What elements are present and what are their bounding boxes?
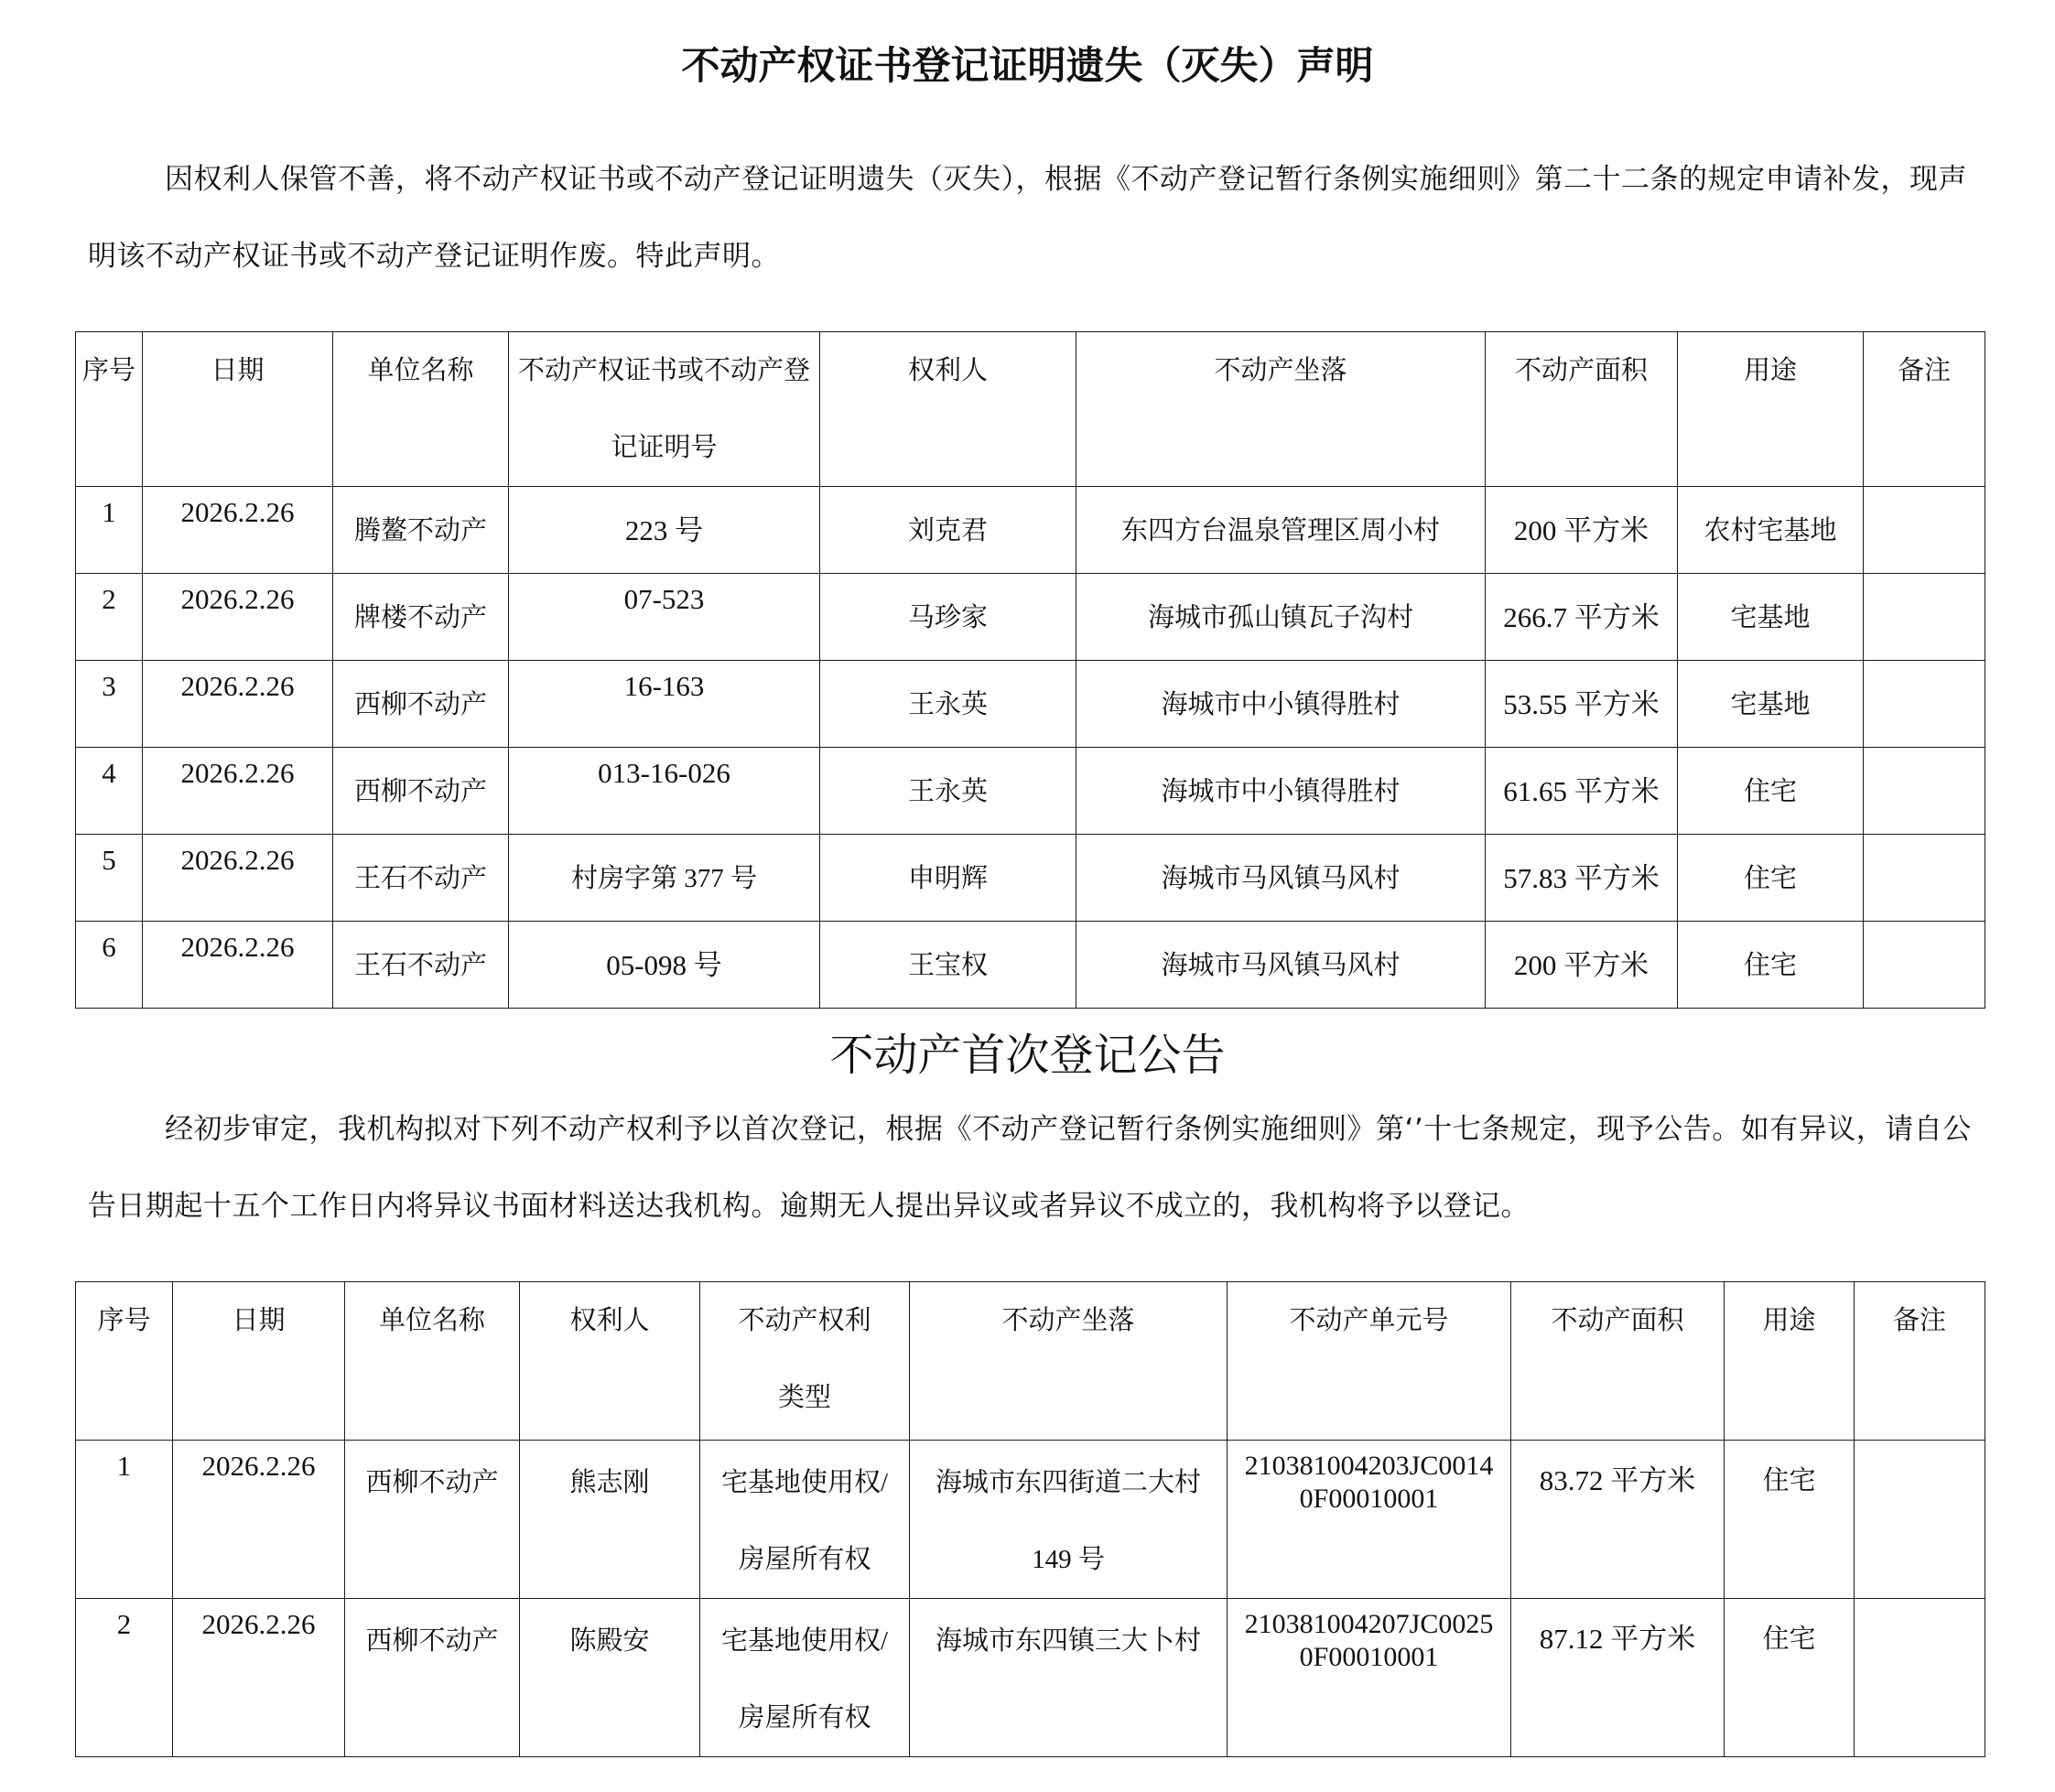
cell-cert-no: 05-098 号 bbox=[606, 949, 722, 981]
cell-holder: 陈殿安 bbox=[569, 1626, 650, 1656]
declaration-paragraph: 因权利人保管不善，将不动产权证书或不动产登记证明遗失（灭失），根据《不动产登记暂行条例实施细则》第二十二条的规定申请补发，现声明该不动产权证书或不动产登记证明作废。特此声明。 bbox=[88, 163, 1967, 273]
header-unit-no: 不动产单元号 bbox=[1228, 1282, 1511, 1441]
header-area: 不动产面积 bbox=[1511, 1282, 1725, 1441]
cell-unit: 腾鳌不动产 bbox=[353, 516, 487, 545]
cell-remark bbox=[1867, 574, 1981, 599]
cell-holder: 熊志刚 bbox=[569, 1468, 650, 1497]
cell-seq: 1 bbox=[102, 496, 116, 528]
cell-seq: 2 bbox=[116, 1608, 132, 1640]
header-right-type: 不动产权利类型 bbox=[700, 1282, 910, 1441]
header-unit: 单位名称 bbox=[333, 332, 509, 487]
table-row bbox=[76, 1441, 1985, 1599]
cell-location: 东四方台温泉管理区周小村 bbox=[1120, 516, 1440, 545]
cell-holder: 马珍家 bbox=[907, 603, 988, 632]
cell-cert-no: 村房字第 377 号 bbox=[570, 864, 757, 893]
cell-date: 2026.2.26 bbox=[180, 757, 295, 789]
cell-right-type: 宅基地使用权/房屋所有权 bbox=[720, 1468, 889, 1574]
cell-seq: 3 bbox=[102, 670, 116, 702]
header-holder: 权利人 bbox=[520, 1282, 700, 1441]
cell-seq: 5 bbox=[102, 844, 116, 876]
cell-use: 住宅 bbox=[1743, 951, 1797, 980]
cell-area: 266.7 平方米 bbox=[1503, 601, 1660, 633]
cell-holder: 申明辉 bbox=[907, 864, 988, 893]
cell-date: 2026.2.26 bbox=[180, 496, 295, 528]
cell-date: 2026.2.26 bbox=[180, 670, 295, 702]
header-location: 不动产坐落 bbox=[910, 1282, 1228, 1441]
cell-unit-no: 210381004203JC00140F00010001 bbox=[1244, 1451, 1494, 1514]
cell-cert-no: 223 号 bbox=[624, 514, 704, 546]
cell-holder: 王永英 bbox=[907, 777, 988, 806]
header-seq: 序号 bbox=[76, 332, 143, 487]
cell-unit: 西柳不动产 bbox=[353, 690, 487, 719]
cell-use: 宅基地 bbox=[1730, 690, 1811, 719]
header-seq: 序号 bbox=[76, 1282, 173, 1441]
cell-remark bbox=[1867, 748, 1981, 773]
cell-remark bbox=[1867, 922, 1981, 947]
cell-use: 住宅 bbox=[1762, 1625, 1816, 1654]
cell-cert-no: 16-163 bbox=[623, 670, 705, 702]
header-remark: 备注 bbox=[1864, 332, 1985, 487]
cell-unit: 王石不动产 bbox=[353, 951, 487, 980]
cell-use: 住宅 bbox=[1743, 777, 1797, 806]
cell-holder: 王永英 bbox=[907, 690, 988, 719]
cell-area: 57.83 平方米 bbox=[1503, 862, 1660, 894]
table-row bbox=[76, 1599, 1985, 1757]
cell-unit: 王石不动产 bbox=[353, 864, 487, 893]
cell-unit: 西柳不动产 bbox=[365, 1626, 499, 1656]
cell-holder: 刘克君 bbox=[907, 516, 988, 545]
cell-location: 海城市孤山镇瓦子沟村 bbox=[1147, 603, 1413, 632]
header-date: 日期 bbox=[143, 332, 333, 487]
cell-unit-no: 210381004207JC00250F00010001 bbox=[1244, 1609, 1494, 1672]
cell-location: 海城市中小镇得胜村 bbox=[1161, 777, 1401, 806]
cell-location: 海城市东四镇三大卜村 bbox=[935, 1626, 1201, 1656]
cell-location: 海城市东四街道二大村 149 号 bbox=[935, 1468, 1201, 1574]
cell-location: 海城市中小镇得胜村 bbox=[1161, 690, 1401, 719]
cell-remark bbox=[1867, 661, 1981, 686]
cell-unit: 西柳不动产 bbox=[353, 777, 487, 806]
cell-area: 53.55 平方米 bbox=[1503, 688, 1660, 720]
header-use: 用途 bbox=[1725, 1282, 1855, 1441]
table-header-row bbox=[76, 332, 1985, 487]
cell-location: 海城市马风镇马风村 bbox=[1161, 864, 1401, 893]
cell-use: 宅基地 bbox=[1730, 603, 1811, 632]
header-location: 不动产坐落 bbox=[1076, 332, 1486, 487]
cell-seq: 6 bbox=[102, 931, 116, 963]
cell-location: 海城市马风镇马风村 bbox=[1161, 951, 1401, 980]
cell-seq: 1 bbox=[116, 1450, 132, 1482]
cell-remark bbox=[1858, 1441, 1981, 1450]
first-registration-table bbox=[75, 1281, 1985, 1757]
cell-cert-no: 013-16-026 bbox=[598, 757, 730, 789]
cell-date: 2026.2.26 bbox=[180, 844, 295, 876]
cell-holder: 王宝权 bbox=[907, 951, 988, 980]
cell-seq: 4 bbox=[102, 757, 116, 789]
cell-unit: 牌楼不动产 bbox=[353, 603, 487, 632]
declaration-title: 不动产权证书登记证明遗失（灭失）声明 bbox=[681, 43, 1374, 88]
header-date: 日期 bbox=[173, 1282, 345, 1441]
cell-cert-no: 07-523 bbox=[623, 583, 705, 615]
cell-area: 200 平方米 bbox=[1513, 949, 1649, 981]
header-holder: 权利人 bbox=[820, 332, 1076, 487]
header-remark: 备注 bbox=[1855, 1282, 1985, 1441]
cell-seq: 2 bbox=[102, 583, 116, 615]
cell-remark bbox=[1867, 487, 1981, 513]
header-cert-no: 不动产权证书或不动产登记证明号 bbox=[509, 332, 820, 487]
cell-remark bbox=[1858, 1599, 1981, 1608]
table-header-row bbox=[76, 1282, 1985, 1441]
header-unit: 单位名称 bbox=[345, 1282, 520, 1441]
table-row bbox=[76, 748, 1985, 835]
table-row bbox=[76, 922, 1985, 1009]
cell-use: 住宅 bbox=[1762, 1466, 1816, 1495]
cell-use: 农村宅基地 bbox=[1703, 516, 1837, 545]
cell-unit: 西柳不动产 bbox=[365, 1468, 499, 1497]
cell-remark bbox=[1867, 835, 1981, 860]
header-area: 不动产面积 bbox=[1486, 332, 1678, 487]
cell-use: 住宅 bbox=[1743, 864, 1797, 893]
lost-certificate-table bbox=[75, 331, 1985, 1009]
table-row bbox=[76, 574, 1985, 661]
header-use: 用途 bbox=[1678, 332, 1864, 487]
table-row bbox=[76, 487, 1985, 574]
cell-area: 87.12 平方米 bbox=[1539, 1623, 1696, 1655]
cell-date: 2026.2.26 bbox=[201, 1608, 316, 1640]
cell-date: 2026.2.26 bbox=[201, 1450, 316, 1482]
cell-area: 83.72 平方米 bbox=[1539, 1464, 1696, 1496]
cell-area: 61.65 平方米 bbox=[1503, 775, 1660, 807]
table-row bbox=[76, 661, 1985, 748]
cell-right-type: 宅基地使用权/房屋所有权 bbox=[720, 1626, 889, 1733]
announcement-paragraph: 经初步审定，我机构拟对下列不动产权利予以首次登记，根据《不动产登记暂行条例实施细则》第‘’十七条规定，现予公告。如有异议，请自公告日期起十五个工作日内将异议书面材料送达我机构。逾期无人提出异议或者异议不成立的，我机构将予以登记。 bbox=[88, 1113, 1972, 1223]
cell-date: 2026.2.26 bbox=[180, 583, 295, 615]
cell-date: 2026.2.26 bbox=[180, 931, 295, 963]
cell-area: 200 平方米 bbox=[1513, 514, 1649, 546]
announcement-title: 不动产首次登记公告 bbox=[829, 1030, 1226, 1081]
table-row bbox=[76, 835, 1985, 922]
